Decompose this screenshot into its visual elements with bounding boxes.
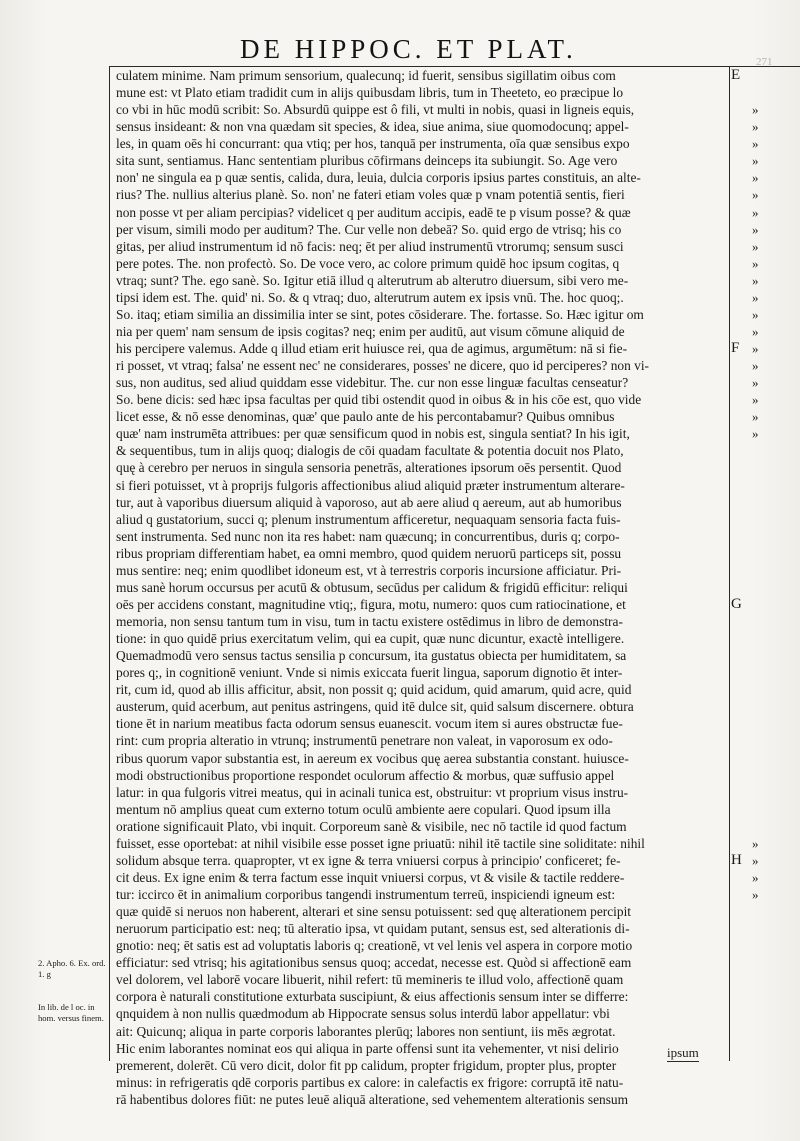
text-line: mentum nō amplius queat cum externo totum oculū ambiente aere copulari. Quod ipsum illa bbox=[116, 801, 611, 817]
margin-row bbox=[736, 630, 796, 647]
margin-row bbox=[736, 289, 796, 306]
text-line: austerum, quid acerbum, aut penitus astringens, quid itē dulce sit, quid salsum discernere. obtura bbox=[116, 699, 634, 715]
margin-row bbox=[736, 801, 796, 818]
margin-row bbox=[736, 374, 796, 391]
margin-row bbox=[736, 869, 796, 886]
left-margin-note-locis: In lib. de l oc. in hom. versus finem. bbox=[38, 1002, 104, 1023]
text-line: oēs per accidens constant, magnitudine vtiq;, figura, motu, numero: quos cum ratiocinatione, et bbox=[116, 596, 626, 612]
text-line: non posse vt per aliam percipias? videlicet q per auditum accipis, eadē te p visum posse? & quæ bbox=[116, 204, 631, 220]
text-line: pores q;, in cognitionē veniunt. Vnde si nimis exiccata fuerit lingua, saporum dignotio ēt inter- bbox=[116, 665, 623, 681]
text-line: mus sentire: neq; enim quodlibet idoneum est, vt à terrestris corporis incursione afficiatur. Pri- bbox=[116, 562, 622, 578]
margin-row bbox=[736, 920, 796, 937]
text-line: sus, non auditus, sed aliud quiddam esse videbitur. The. cur non esse linguæ facultas censeatur? bbox=[116, 375, 629, 391]
margin-row bbox=[736, 732, 796, 749]
text-line: Quemadmodū vero sensus tactus sensilia p concursum, ita gustatus obiecta per humiditatem, sa bbox=[116, 648, 627, 664]
margin-row bbox=[736, 511, 796, 528]
text-line: cit deus. Ex igne enim & terra factum esse inquit vniuersi corpus, vt & visile & tactile reddere- bbox=[116, 869, 625, 885]
text-line: ribus quorum vapor substantia est, in aereum ex vocibus quę aerea substantia constant. huiusce- bbox=[116, 750, 629, 766]
section-letter: F bbox=[731, 340, 740, 356]
quotation-mark: » bbox=[752, 221, 759, 237]
margin-row bbox=[731, 595, 796, 613]
margin-row bbox=[736, 101, 796, 118]
quotation-mark: » bbox=[752, 852, 759, 868]
margin-row bbox=[736, 1074, 796, 1091]
text-line: tipsi idem est. The. quid' ni. So. & q vtraq; duo, alterutrum autem ex ipsis vnū. The. hoc quoq;. bbox=[116, 289, 624, 305]
page-number: 271 bbox=[756, 56, 773, 68]
text-line: ait: Quicunq; aliqua in parte corporis laborantes plerūq; labores non sentiunt, iis mēs ægrotat. bbox=[116, 1023, 616, 1039]
text-line: sensus insideant: & non vna quædam sit species, & idea, siue anima, siue quomodocunq; appel- bbox=[116, 119, 629, 135]
quotation-mark: » bbox=[752, 341, 759, 356]
margin-row bbox=[736, 698, 796, 715]
text-line: pere potes. The. non profectò. So. De voce vero, ac colore primum quidē hoc ipsum cogitas, q bbox=[116, 255, 620, 271]
quotation-mark: » bbox=[752, 153, 759, 169]
margin-row bbox=[736, 255, 796, 272]
text-line: latur: in qua fulgoris vitrei meatus, qui in acinali tunica est, obstruitur: vt proprium visus instru- bbox=[116, 784, 629, 800]
text-line: memoria, non sensu tantum tum in visu, tum in tactu existere ostēdimus in libro de demonstra- bbox=[116, 614, 623, 629]
margin-row bbox=[736, 681, 796, 698]
quotation-mark: » bbox=[752, 238, 759, 254]
margin-row bbox=[736, 988, 796, 1005]
margin-row bbox=[731, 340, 796, 357]
right-margin-marks bbox=[731, 67, 796, 1108]
text-line: tur: iccirco ēt in animalium corporibus tangendi instrumentum terreū, inspiciendi igneum est: bbox=[116, 887, 616, 902]
margin-row bbox=[736, 750, 796, 767]
text-line: tione ēt in narium meatibus facta odorum sensus euanescit. vocum item si aures obstructæ fue- bbox=[116, 716, 623, 732]
text-line: mune est: vt Plato etiam tradidit cum in alijs quibusdam libris, tum in Theeteto, eo præcipue lo bbox=[116, 85, 624, 101]
text-line: neruorum participatio est: neq; tū alteratio ipsa, vt quidam putant, sensus est, sed alterationis di- bbox=[116, 921, 630, 937]
text-line: modi obstructionibus proportione respondet oculorum affectio & morbus, quæ suffusio appel bbox=[116, 767, 615, 783]
margin-row bbox=[736, 477, 796, 494]
text-line: quæ quidē si neruos non haberent, alterari et sine sensu potuissent: sed quę alterationem percipit bbox=[116, 904, 632, 920]
margin-row bbox=[736, 579, 796, 596]
margin-row bbox=[736, 357, 796, 374]
margin-row bbox=[736, 459, 796, 476]
text-line: quę à cerebro per neruos in singula sensoria penetrās, alterationes ipsorum oēs persentit. Quod bbox=[116, 460, 622, 476]
margin-row bbox=[736, 135, 796, 152]
quotation-mark: » bbox=[752, 409, 759, 425]
quotation-mark: » bbox=[752, 272, 759, 288]
quotation-mark: » bbox=[752, 289, 759, 305]
text-line: his percipere valemus. Adde q illud etiam erit huiusce rei, qua de agimus, argumētum: nā si fie- bbox=[116, 341, 628, 356]
margin-row bbox=[736, 784, 796, 801]
section-letter: G bbox=[731, 595, 742, 612]
left-margin-note-aphorism: 2. Apho. 6. Ex. ord. 1. g bbox=[38, 958, 106, 979]
text-line: rius? The. nullius alterius planè. So. non' ne fateri etiam voles quæ p vnam potentiā sentis, fieri bbox=[116, 187, 625, 203]
text-line: tione: in quo quidē prius exercitatum velim, qui ea cupit, quæ nunc dicuntur, exactè intelligere. bbox=[116, 631, 625, 647]
quotation-mark: » bbox=[752, 358, 759, 374]
margin-row bbox=[736, 903, 796, 920]
text-line: tur, aut à vaporibus diuersum aliquid à vaporoso, aut ab aere aliud q aereum, aut ab humoribus bbox=[116, 494, 622, 510]
margin-row bbox=[736, 613, 796, 630]
margin-row bbox=[736, 391, 796, 408]
margin-row bbox=[736, 272, 796, 289]
margin-row bbox=[736, 186, 796, 203]
margin-row bbox=[736, 528, 796, 545]
text-line: gnotio: neq; ēt satis est ad voluptatis laboris q; creationē, vt vel lenis vel aspera in corpore motio bbox=[116, 938, 633, 954]
quotation-mark: » bbox=[752, 306, 759, 322]
text-line: minus: in refrigeratis qdē corporis partibus ex calore: in calefactis ex frigore: corruptā itē natu- bbox=[116, 1074, 624, 1090]
frame-right-rule bbox=[729, 66, 730, 1061]
quotation-mark: » bbox=[752, 187, 759, 203]
quotation-mark: » bbox=[752, 835, 759, 851]
text-line: solidum absque terra. quapropter, vt ex igne & terra vniuersi corpus à principio' conficeret; fe- bbox=[116, 852, 621, 868]
margin-row bbox=[736, 306, 796, 323]
text-line: fuisset, esse oportebat: at nihil visibile esse posset igne priuatū: nihil itē tactile sine soliditate: nihil bbox=[116, 835, 645, 851]
margin-row bbox=[736, 1057, 796, 1074]
margin-row bbox=[736, 323, 796, 340]
margin-row bbox=[736, 1040, 796, 1057]
running-title: DE HIPPOC. ET PLAT. bbox=[240, 34, 577, 64]
quotation-mark: » bbox=[752, 136, 759, 152]
margin-row bbox=[736, 1005, 796, 1022]
quotation-mark: » bbox=[752, 887, 759, 902]
text-line: co vbi in hūc modū scribit: So. Absurdū quippe est ô fili, vt multi in nobis, quasi in ligneis equis, bbox=[116, 102, 635, 118]
text-line: vel dolorem, vel laborē vocare libuerit, nihil refert: tū memineris te illud volo, affectionē quam bbox=[116, 972, 624, 988]
margin-row bbox=[736, 1091, 796, 1108]
text-line: sent instrumenta. Sed nunc non ita res habet: nam quæcunq; in concurrentibus, duris q; corpo- bbox=[116, 528, 620, 544]
text-line: So. itaq; etiam similia an dissimilia inter se sint, potes cōsiderare. The. fortasse. So. Hæc igitur om bbox=[116, 306, 644, 322]
margin-row bbox=[736, 1023, 796, 1040]
text-line: gitas, per aliud instrumentum id nō facis: neq; ēt per aliud instrumentū vtrorumq; sensum susci bbox=[116, 238, 624, 254]
quotation-mark: » bbox=[752, 204, 759, 220]
margin-row bbox=[736, 562, 796, 579]
margin-row bbox=[736, 715, 796, 732]
quotation-mark: » bbox=[752, 426, 759, 442]
text-line: So. bene dicis: sed hæc ipsa facultas per quid tibi ostendit quod in oibus & in his cōe est, quo vide bbox=[116, 392, 642, 408]
text-line: premerent, dolerēt. Cū vero dicit, dolor fit pp calidum, propter frigidum, propter plus, propter bbox=[116, 1057, 617, 1073]
margin-row bbox=[736, 954, 796, 971]
margin-row bbox=[736, 664, 796, 681]
text-line: mus sanè horum occursus per acutū & obtusum, secūdus per calidum & frigidū efficitur: reliqui bbox=[116, 579, 628, 595]
text-line: rint: cum propria alteratio in vtrunq; instrumentū penetrare non valeat, in vaporosum ex odo- bbox=[116, 733, 613, 749]
section-letter: H bbox=[731, 851, 742, 868]
text-line: nia per quem' nam sensum de ipsis cogitas? neq; enim per auditū, aut visum cōmune aliquid de bbox=[116, 323, 625, 339]
margin-row bbox=[736, 937, 796, 954]
margin-row bbox=[736, 238, 796, 255]
margin-row bbox=[736, 545, 796, 562]
margin-row bbox=[736, 408, 796, 425]
catchword: ipsum bbox=[667, 1045, 699, 1060]
quotation-mark: » bbox=[752, 323, 759, 339]
text-line: quæ' nam instrumēta attribues: per quæ sensificum quod in nobis est, singula sentiat? In his igit, bbox=[116, 426, 630, 442]
text-line: licet esse, & nō esse denominas, quæ' que paulo ante de his percontabamur? Quibus omnibus bbox=[116, 409, 615, 425]
text-line: vtraq; sunt? The. ego sanè. So. Igitur etiā illud q alterutrum ab alterutro diuersum, sibi vero me- bbox=[116, 272, 629, 288]
margin-row bbox=[736, 204, 796, 221]
margin-row bbox=[736, 152, 796, 169]
quotation-mark: » bbox=[752, 375, 759, 391]
quotation-mark: » bbox=[752, 170, 759, 186]
margin-row bbox=[736, 767, 796, 784]
quotation-mark: » bbox=[752, 392, 759, 408]
margin-row bbox=[731, 851, 796, 869]
section-letter: E bbox=[731, 67, 741, 83]
margin-row bbox=[736, 442, 796, 459]
margin-row bbox=[736, 169, 796, 186]
text-line: & sequentibus, tum in alijs quoq; dialogis de cōi quadam facultate & potentia docuit nos Plato, bbox=[116, 443, 624, 459]
text-line: qnquidem à non nullis quædmodum ab Hippocrate sensus solus interdū labor appellatur: vbi bbox=[116, 1006, 610, 1022]
text-line: per visum, simili modo per auditum? The. Cur velle non debeā? So. quid ergo de vtrisq; his co bbox=[116, 221, 622, 237]
quotation-mark: » bbox=[752, 102, 759, 118]
frame-left-rule bbox=[109, 66, 110, 1061]
quotation-mark: » bbox=[752, 255, 759, 271]
quotation-mark: » bbox=[752, 869, 759, 885]
text-line: oratione significauit Plato, vbi inquit. Corporeum sanè & visibile, nec nō tactile id quod factum bbox=[116, 818, 627, 834]
text-line: ri posset, vt vtraq; falsa' ne essent nec' ne considerares, posses' ne dicere, quo id perciperes? non vi- bbox=[116, 358, 650, 374]
text-line: ribus propriam differentiam habet, ea omni membro, quod quidem neruorū particeps sit, possu bbox=[116, 545, 622, 561]
margin-row bbox=[736, 84, 796, 101]
text-line: culatem minime. Nam primum sensorium, qualecunq; id fuerit, sensibus sigillatim oibus com bbox=[116, 68, 616, 83]
margin-row bbox=[736, 647, 796, 664]
quotation-mark: » bbox=[752, 119, 759, 135]
text-line: Hic enim laborantes nominat eos qui aliqua in parte offensi sunt ita vehementer, vt nisi delirio bbox=[116, 1040, 619, 1056]
margin-row bbox=[736, 971, 796, 988]
body-text bbox=[116, 67, 726, 1108]
margin-row bbox=[736, 835, 796, 852]
margin-row bbox=[736, 425, 796, 442]
margin-row bbox=[736, 118, 796, 135]
text-line: non' ne singula ea p quæ sentis, calida, dura, leuia, dulcia corporis ipsius partes constituis, an alte- bbox=[116, 170, 641, 186]
text-line: aliud q gustatorium, succi q; plenum instrumentum afficeretur, nequaquam sensoria facta fuis- bbox=[116, 511, 621, 527]
margin-row bbox=[736, 494, 796, 511]
text-line: rit, cum id, quod ab illis afficitur, absit, non possit q; quid acidum, quid amarum, quid acre, quid bbox=[116, 682, 632, 698]
text-line: si fieri potuisset, vt à proprijs fulgoris affectionibus aliud aliquid præter instrumentum alterare- bbox=[116, 477, 625, 493]
text-line: corpora è naturali constitutione exturbata suscipiunt, & eius affectionis sensum inter se differre: bbox=[116, 989, 629, 1005]
text-line: rā habentibus dolores fiūt: ne putes leuē aliquā alteratione, sed vehementem alterationis sensum bbox=[116, 1091, 629, 1107]
text-line: sita sunt, sentiamus. Hanc sententiam pluribus cōfirmans deinceps ita subiungit. So. Age vero bbox=[116, 153, 618, 169]
margin-row bbox=[731, 67, 796, 84]
text-line: efficiatur: sed vtrisq; his agitationibus sensus quoq; accedat, necesse est. Quòd si affectionē eam bbox=[116, 955, 632, 971]
margin-row bbox=[736, 221, 796, 238]
margin-row bbox=[736, 886, 796, 903]
text-line: les, in quam oēs hi concurrant: qua vtiq; per hos, tanquā per instrumenta, oīa quæ sensibus expo bbox=[116, 136, 630, 152]
margin-row bbox=[736, 818, 796, 835]
